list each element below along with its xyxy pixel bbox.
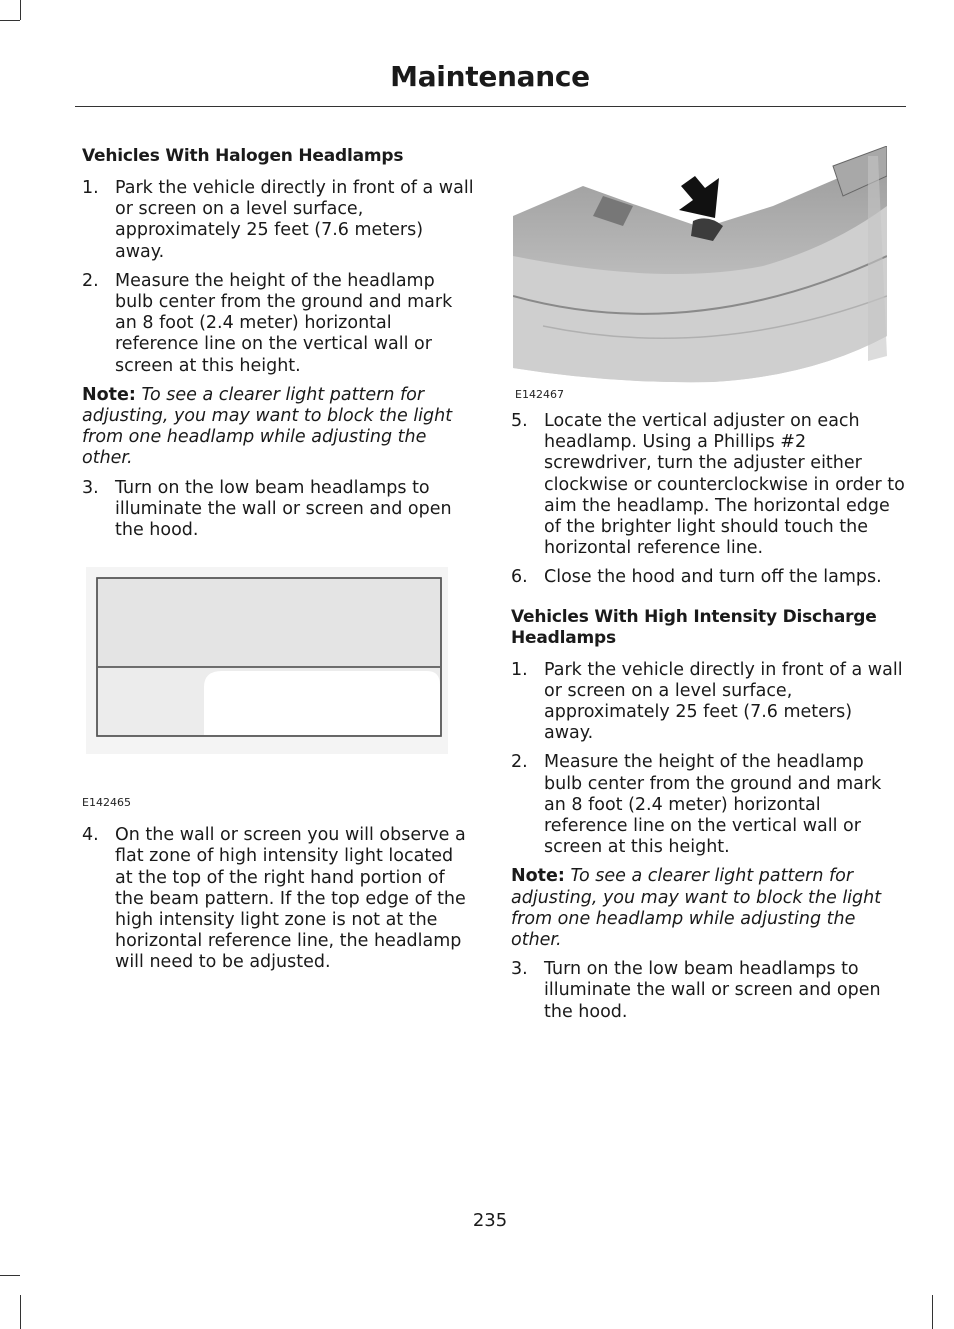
step-number: 2. <box>82 270 99 291</box>
page-number: 235 <box>472 1210 508 1231</box>
note-text: To see a clearer light pattern for adjusting, you may want to block the light from one headlamp while adjusting the other. <box>511 866 882 951</box>
step-text: Measure the height of the headlamp bulb center from the ground and mark an 8 foot (2.4 meter) horizontal reference line on the vertical wall or screen at this height. <box>115 270 453 376</box>
step-number: 1. <box>82 178 99 198</box>
title-divider <box>75 106 906 107</box>
note-label: Note: <box>511 866 565 887</box>
list-item <box>511 411 906 559</box>
crop-mark <box>20 0 21 20</box>
step-text: Park the vehicle directly in front of a wall or screen on a level surface, approximately 25 feet (7.6 meters) away. <box>115 178 474 262</box>
figure-code: E142467 <box>515 388 564 401</box>
list-item <box>82 825 474 973</box>
list-item <box>511 567 906 588</box>
section-heading-halogen: Vehicles With Halogen Headlamps <box>82 146 404 166</box>
right-column <box>511 146 906 1031</box>
crop-mark <box>932 1295 933 1329</box>
list-item <box>511 959 906 1023</box>
step-text: Locate the vertical adjuster on each headlamp. Using a Phillips #2 screwdriver, turn the adjuster either clockwise or counterclockwise in order to aim the headlamp. The horizontal edge of the brighter light should touch the horizontal reference line. <box>544 411 905 559</box>
list-item <box>82 478 474 542</box>
page-title: Maintenance <box>390 60 590 93</box>
note <box>511 866 906 951</box>
step-text: On the wall or screen you will observe a flat zone of high intensity light located at the top of the right hand portion of the beam pattern. If the top edge of the high intensity light zone is not at the horizontal reference line, the headlamp will need to be adjusted. <box>115 825 466 973</box>
step-number: 1. <box>511 659 528 680</box>
step-number: 2. <box>511 752 528 773</box>
step-number: 5. <box>511 411 528 431</box>
step-text: Turn on the low beam headlamps to illuminate the wall or screen and open the hood. <box>544 959 881 1022</box>
step-number: 3. <box>511 959 528 980</box>
figure-code: E142465 <box>82 796 131 810</box>
section-heading-hid: Vehicles With High Intensity Discharge Headlamps <box>511 606 877 648</box>
step-text: Measure the height of the headlamp bulb center from the ground and mark an 8 foot (2.4 meter) horizontal reference line on the vertical wall or screen at this height. <box>544 752 882 858</box>
list-item <box>511 660 906 745</box>
beam-pattern-figure <box>82 563 474 809</box>
list-item <box>511 752 906 858</box>
step-number: 4. <box>82 825 99 846</box>
beam-pattern-illustration <box>82 563 452 758</box>
crop-mark <box>0 20 20 21</box>
step-text: Park the vehicle directly in front of a wall or screen on a level surface, approximately 25 feet (7.6 meters) away. <box>544 659 903 744</box>
step-number: 3. <box>82 477 99 498</box>
step-text: Turn on the low beam headlamps to illuminate the wall or screen and open the hood. <box>115 477 452 541</box>
note <box>82 385 474 470</box>
list-item <box>82 178 474 263</box>
list-item <box>82 271 474 377</box>
note-text: To see a clearer light pattern for adjusting, you may want to block the light from one headlamp while adjusting the other. <box>82 384 453 469</box>
step-number: 6. <box>511 567 528 588</box>
step-text: Close the hood and turn off the lamps. <box>544 567 882 588</box>
crop-mark <box>20 1295 21 1329</box>
left-column <box>82 146 474 982</box>
crop-mark <box>0 1275 20 1276</box>
headlamp-adjuster-figure <box>513 146 906 401</box>
headlamp-illustration <box>513 146 887 386</box>
note-label: Note: <box>82 384 136 405</box>
